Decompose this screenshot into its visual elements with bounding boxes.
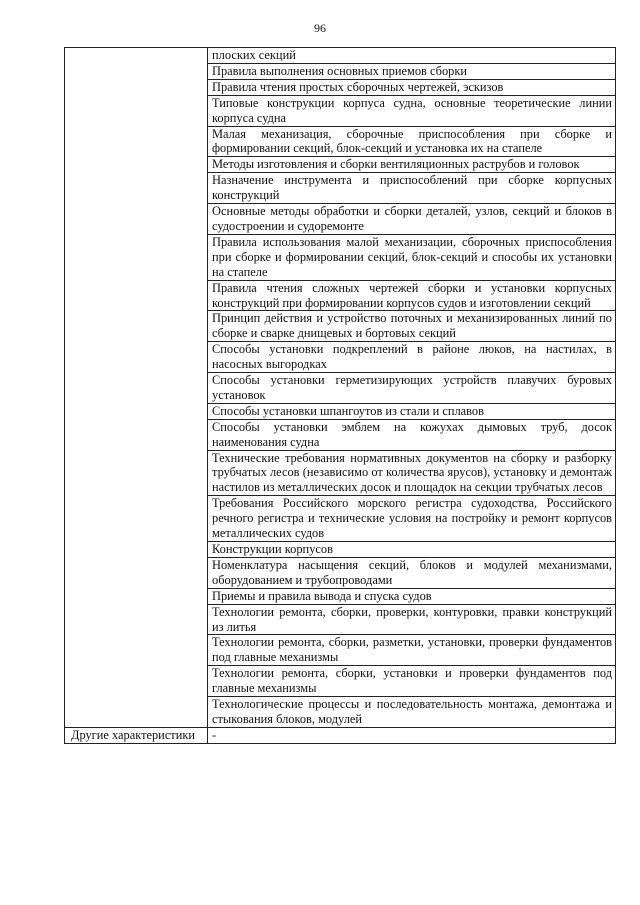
- table-row: [65, 48, 616, 64]
- list-item: Малая механизация, сборочные приспособления при сборке и формировании секций, блок-секций и установка их на стапеле: [208, 126, 616, 157]
- list-item: Технические требования нормативных документов на сборку и разборку трубчатых лесов (независимо от количества ярусов), установку и демонтаж настилов из металлических досок и площадок на секции трубчатых лесов: [208, 450, 616, 496]
- list-item: Типовые конструкции корпуса судна, основные теоретические линии корпуса судна: [208, 95, 616, 126]
- list-item: Правила использования малой механизации, сборочных приспособления при сборке и формировании секций, блок-секций и способы их установки на стапеле: [208, 234, 616, 280]
- page-number: 96: [314, 21, 326, 35]
- requirements-table: [64, 47, 616, 744]
- empty-label-cell: [65, 48, 208, 728]
- list-item: Технологии ремонта, сборки, проверки, контуровки, правки конструкций из литья: [208, 604, 616, 635]
- list-item: Правила выполнения основных приемов сборки: [208, 63, 616, 79]
- table-row: [65, 727, 616, 743]
- list-item: Приемы и правила вывода и спуска судов: [208, 588, 616, 604]
- list-item: Конструкции корпусов: [208, 542, 616, 558]
- list-item: Технологии ремонта, сборки, установки и проверки фундаментов под главные механизмы: [208, 666, 616, 697]
- list-item: Технологические процессы и последовательность монтажа, демонтажа и стыкования блоков, модулей: [208, 697, 616, 728]
- list-item: Способы установки подкреплений в районе люков, на настилах, в насосных выгородках: [208, 342, 616, 373]
- other-characteristics-label: Другие характеристики: [65, 727, 208, 743]
- list-item: Принцип действия и устройство поточных и механизированных линий по сборке и сварке днищевых и бортовых секций: [208, 311, 616, 342]
- list-item: Методы изготовления и сборки вентиляционных раструбов и головок: [208, 157, 616, 173]
- list-item: Способы установки эмблем на кожухах дымовых труб, досок наименования судна: [208, 419, 616, 450]
- list-item: плоских секций: [208, 48, 616, 64]
- list-item: Способы установки герметизирующих устройств плавучих буровых установок: [208, 373, 616, 404]
- list-item: Правила чтения простых сборочных чертежей, эскизов: [208, 79, 616, 95]
- list-item: Технологии ремонта, сборки, разметки, установки, проверки фундаментов под главные механизмы: [208, 635, 616, 666]
- list-item: Основные методы обработки и сборки деталей, узлов, секций и блоков в судостроении и судоремонте: [208, 204, 616, 235]
- list-item: Правила чтения сложных чертежей сборки и установки корпусных конструкций при формировании корпусов судов и изготовлении секций: [208, 280, 616, 311]
- list-item: Способы установки шпангоутов из стали и сплавов: [208, 403, 616, 419]
- list-item: Требования Российского морского регистра судоходства, Российского речного регистра и технические условия на постройку и ремонт корпусов металлических судов: [208, 496, 616, 542]
- list-item: Назначение инструмента и приспособлений при сборке корпусных конструкций: [208, 173, 616, 204]
- list-item: Номенклатура насыщения секций, блоков и модулей механизмами, оборудованием и трубопроводами: [208, 557, 616, 588]
- other-characteristics-value: -: [208, 727, 616, 743]
